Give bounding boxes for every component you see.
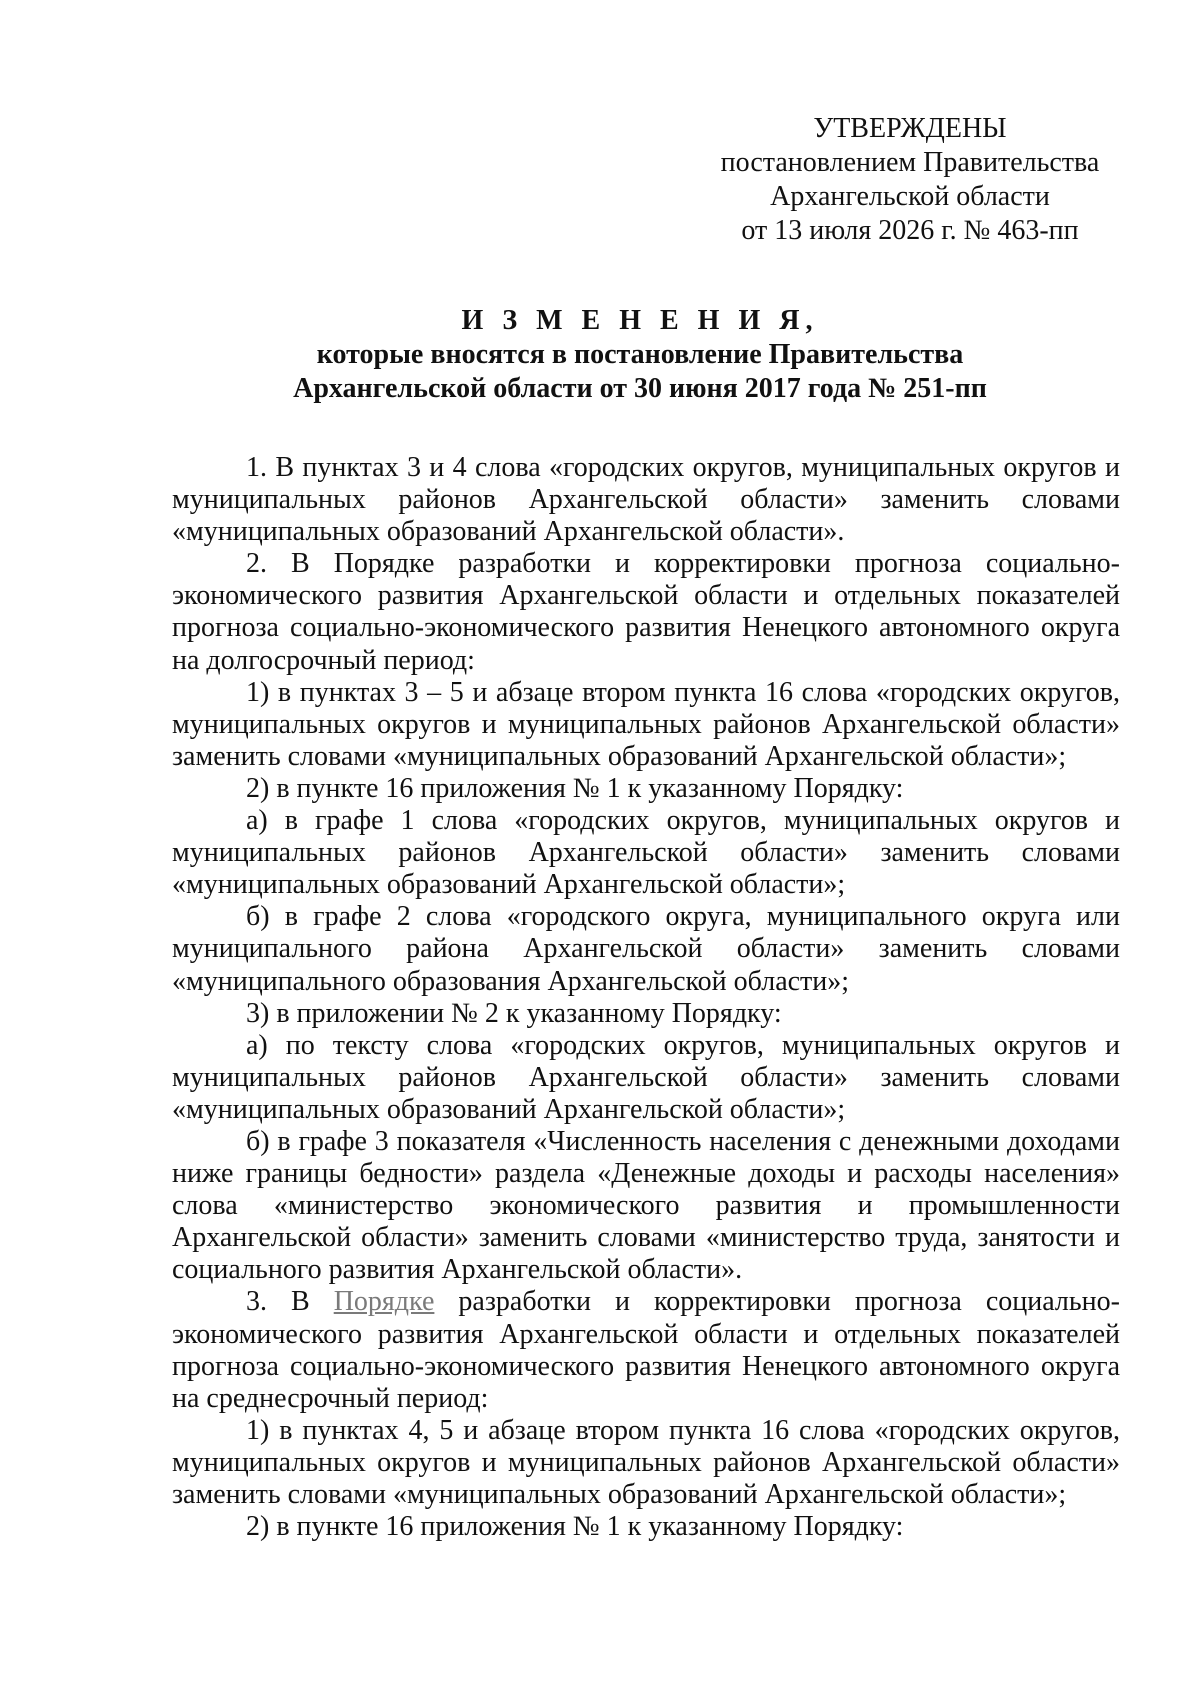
approval-heading: УТВЕРЖДЕНЫ [813, 113, 1007, 144]
paragraph: 2. В Порядке разработки и корректировки прогноза социально-экономического развития Архангельской области и отдельных показателей прогноза социально-экономического развития Ненецкого автономного округа на долгосрочный период: [172, 548, 1120, 676]
document-body [172, 452, 1120, 1543]
paragraph-prefix: 3. В [246, 1286, 334, 1318]
paragraph: 2) в пункте 16 приложения № 1 к указанному Порядку: [246, 772, 904, 804]
paragraph: 1) в пунктах 4, 5 и абзаце втором пункта 16 слова «городских округов, муниципальных округов и муниципальных районов Архангельской области» заменить словами «муниципальных образований Архангельской области»; [172, 1414, 1120, 1510]
paragraph-with-link [172, 1286, 1120, 1414]
approval-date-number: от 13 июля 2026 г. № 463-пп [741, 215, 1079, 246]
paragraph: б) в графе 3 показателя «Численность населения с денежными доходами ниже границы бедности» раздела «Денежные доходы и расходы населения» слова «министерство экономического развития и промышленности Архангельской области» заменить словами «министерство труда, занятости и социального развития Архангельской области». [172, 1125, 1120, 1286]
paragraph: б) в графе 2 слова «городского округа, муниципального округа или муниципального района Архангельской области» заменить словами «муниципального образования Архангельской области»; [172, 901, 1120, 997]
document-title [160, 304, 1120, 406]
approval-region: Архангельской области [770, 181, 1050, 212]
paragraph: 1) в пунктах 3 – 5 и абзаце втором пункта 16 слова «городских округов, муниципальных округов и муниципальных районов Архангельской области» заменить словами «муниципальных образований Архангельской области»; [172, 676, 1120, 772]
poryadok-link[interactable]: Порядке [333, 1286, 435, 1318]
paragraph: а) по тексту слова «городских округов, муниципальных округов и муниципальных районов Архангельской области» заменить словами «муниципальных образований Архангельской области»; [172, 1029, 1120, 1125]
title-subtitle-line2: Архангельской области от 30 июня 2017 года № 251-пп [293, 373, 987, 404]
paragraph-rest: разработки и корректировки прогноза социально-экономического развития Архангельской области и отдельных показателей прогноза социально-экономического развития Ненецкого автономного округа на среднесрочный период: [172, 1286, 1120, 1414]
title-subtitle-line1: которые вносятся в постановление Правительства [316, 339, 964, 370]
paragraph: 2) в пункте 16 приложения № 1 к указанному Порядку: [246, 1511, 904, 1543]
paragraph: а) в графе 1 слова «городских округов, муниципальных округов и муниципальных районов Архангельской области» заменить словами «муниципальных образований Архангельской области»; [172, 805, 1120, 901]
title-main: И З М Е Н Е Н И Я, [461, 305, 819, 336]
paragraph: 1. В пунктах 3 и 4 слова «городских округов, муниципальных округов и муниципальных районов Архангельской области» заменить словами «муниципальных образований Архангельской области». [172, 452, 1120, 548]
approval-authority: постановлением Правительства [720, 147, 1100, 178]
paragraph: 3) в приложении № 2 к указанному Порядку: [246, 997, 782, 1029]
approval-stamp [700, 112, 1120, 248]
